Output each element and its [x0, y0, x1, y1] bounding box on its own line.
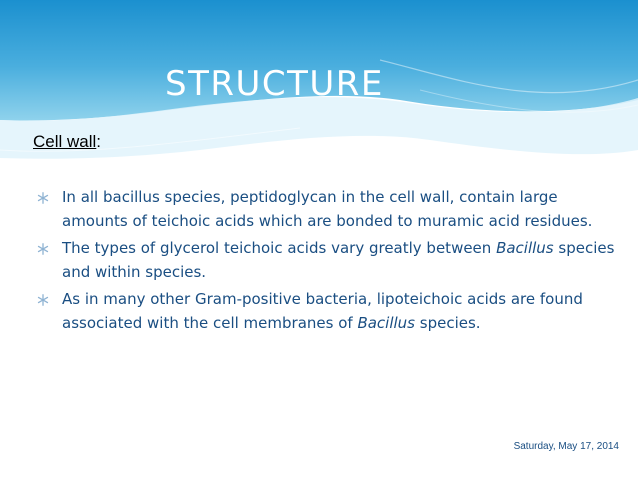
section-label-colon: : — [96, 132, 102, 151]
asterisk-icon — [36, 237, 50, 260]
bullet-item — [36, 186, 616, 233]
bullet-text-end: species. — [415, 313, 481, 332]
section-label — [33, 131, 101, 153]
slide-title: STRUCTURE — [165, 64, 384, 104]
bullet-text-italic: Bacillus — [357, 313, 415, 332]
bullet-text-end: species and within species. — [62, 239, 615, 281]
bullet-text-italic: Bacillus — [496, 239, 554, 257]
asterisk-icon — [36, 186, 50, 209]
bullet-text: As in many other Gram-positive bacteria, lipoteichoic acids are found associated with the cell membranes of — [62, 290, 583, 332]
bullet-text: In all bacillus species, peptidoglycan in the cell wall, contain large amounts of teichoic acids which are bonded to muramic acid residues. — [62, 188, 593, 230]
footer-date: Saturday, May 17, 2014 — [513, 441, 619, 452]
bullet-item — [36, 237, 616, 284]
bullet-item — [36, 288, 616, 335]
bullet-text: The types of glycerol teichoic acids vary greatly between — [62, 239, 497, 257]
bullet-list — [36, 186, 616, 339]
section-label-text: Cell wall — [33, 132, 97, 151]
asterisk-icon — [36, 288, 50, 311]
